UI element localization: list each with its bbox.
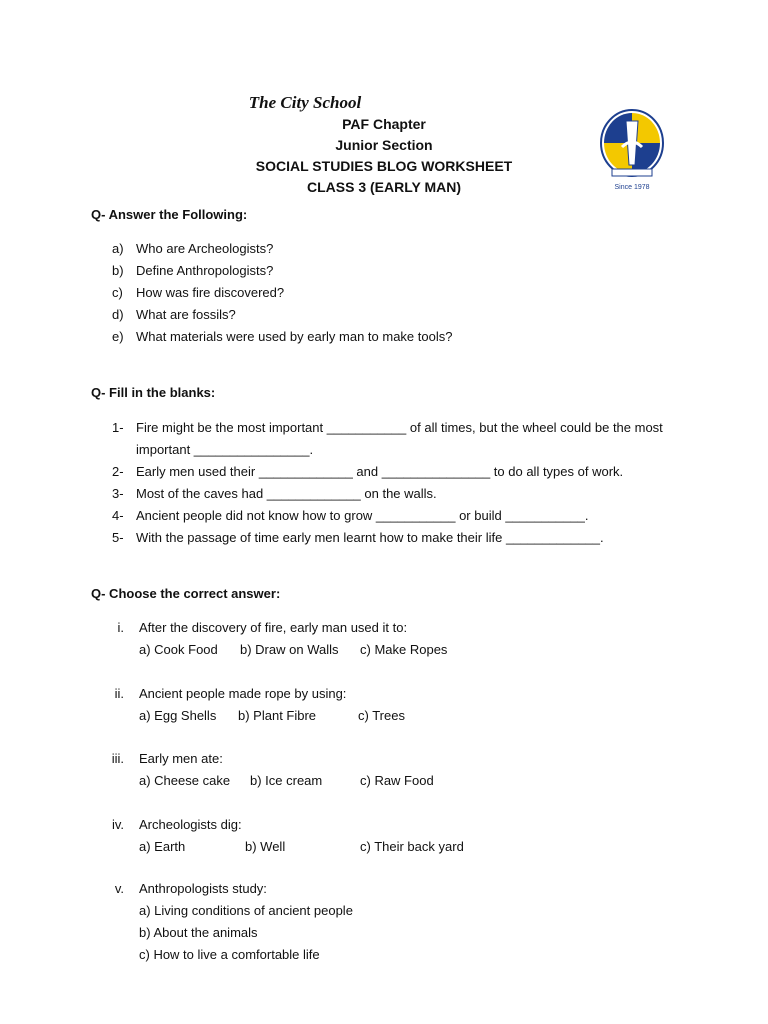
list-item: e) What materials were used by early man to make tools? [112, 329, 453, 344]
mcq-question-ii: ii. Ancient people made rope by using: a) Egg Shells b) Plant Fibre c) Trees [100, 683, 660, 727]
mcq-question-iv: iv. Archeologists dig: a) Earth b) Well c) Their back yard [100, 814, 660, 858]
list-item: 1- Fire might be the most important ___________ of all times, but the wheel could be the most important ________________. [112, 420, 663, 457]
option-c: c) Make Ropes [360, 642, 448, 657]
q2-list [112, 417, 682, 549]
option-a: a) Earth [139, 839, 186, 854]
option-b: b) Well [245, 839, 286, 854]
list-item: 5- With the passage of time early men learnt how to make their life _____________. [112, 530, 604, 545]
chapter-title: PAF Chapter [342, 116, 426, 132]
option-a: a) Egg Shells [139, 708, 217, 723]
q3-heading: Q- Choose the correct answer: [91, 586, 281, 601]
option-b: b) Draw on Walls [240, 642, 339, 657]
option-a: a) Living conditions of ancient people [139, 903, 353, 918]
mcq-question-i: i. After the discovery of fire, early man used it to: a) Cook Food b) Draw on Walls c) Make Ropes [100, 617, 660, 661]
logo-since-text: Since 1978 [614, 184, 650, 191]
q2-heading: Q- Fill in the blanks: [91, 385, 216, 400]
worksheet-title: SOCIAL STUDIES BLOG WORKSHEET [255, 158, 513, 174]
option-c: c) How to live a comfortable life [139, 947, 320, 962]
list-item: 4- Ancient people did not know how to grow ___________ or build ___________. [112, 508, 589, 523]
list-item: c) How was fire discovered? [112, 285, 285, 300]
option-b: b) About the animals [139, 925, 258, 940]
option-c: c) Raw Food [360, 773, 434, 788]
school-name: The City School [248, 93, 362, 112]
list-item: d) What are fossils? [112, 307, 236, 322]
mcq-question-v: v. Anthropologists study: a) Living conditions of ancient people b) About the animals c) How to live a comfortable life [100, 878, 660, 966]
list-item: 2- Early men used their _____________ and _______________ to do all types of work. [112, 464, 624, 479]
option-c: c) Trees [358, 708, 405, 723]
list-item: b) Define Anthropologists? [112, 263, 274, 278]
q1-list [112, 238, 452, 348]
q1-heading: Q- Answer the Following: [91, 207, 248, 222]
school-logo [598, 107, 666, 193]
option-a: a) Cheese cake [139, 773, 231, 788]
option-b: b) Plant Fibre [238, 708, 317, 723]
option-a: a) Cook Food [139, 642, 218, 657]
option-c: c) Their back yard [360, 839, 464, 854]
list-item: a) Who are Archeologists? [112, 241, 274, 256]
section-title: Junior Section [335, 137, 433, 153]
list-item: 3- Most of the caves had _____________ on the walls. [112, 486, 437, 501]
class-title: CLASS 3 (EARLY MAN) [306, 179, 462, 195]
mcq-question-iii: iii. Early men ate: a) Cheese cake b) Ice cream c) Raw Food [100, 748, 660, 792]
option-b: b) Ice cream [250, 773, 323, 788]
